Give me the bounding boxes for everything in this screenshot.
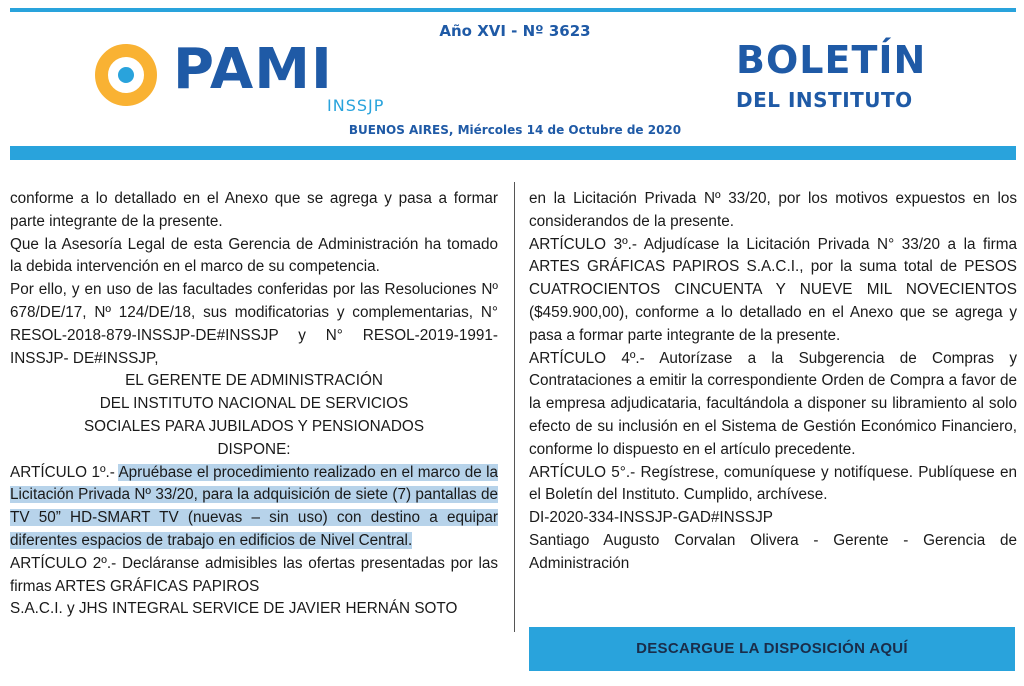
logo-sub: INSSJP bbox=[327, 96, 385, 115]
paragraph: Por ello, y en uso de las facultades conferidas por las Resoluciones Nº 678/DE/17, Nº 124/DE/18, sus modificatorias y complementarias, N° RESOL-2018-879-INSSJP-DE#INSSJP y N° RESOL-2019-1991-INSSJP- DE#INSSJP, bbox=[10, 281, 498, 367]
paragraph: Que la Asesoría Legal de esta Gerencia de Administración ha tomado la debida intervención en el marco de su competencia. bbox=[10, 235, 498, 276]
article-1 bbox=[10, 462, 498, 553]
boletin-subtitle: DEL INSTITUTO bbox=[736, 88, 913, 112]
article-text: Decláranse admisibles las ofertas presentadas por las firmas ARTES GRÁFICAS PAPIROS bbox=[10, 554, 499, 595]
paragraph: conforme a lo detallado en el Anexo que se agrega y pasa a formar parte integrante de la presente. bbox=[10, 190, 498, 230]
article-label: ARTÍCULO 2º.- bbox=[10, 554, 117, 572]
disposition-code: DI-2020-334-INSSJP-GAD#INSSJP bbox=[529, 509, 773, 527]
paragraph: S.A.C.I. y JHS INTEGRAL SERVICE DE JAVIER HERNÁN SOTO bbox=[10, 600, 458, 618]
left-column bbox=[10, 188, 498, 621]
article-4: ARTÍCULO 4º.- Autorízase a la Subgerencia de Compras y Contrataciones a emitir la correspondiente Orden de Compra a favor de la empresa adjudicataria, facultándola a disponer su libramiento al solo efecto de su inclusión en el Sistema de Gestión Económico Financiero, conforme lo dispuesto en el artículo precedente. bbox=[529, 349, 1017, 458]
heading-line: EL GERENTE DE ADMINISTRACIÓN bbox=[125, 372, 383, 390]
article-label: ARTÍCULO 1º.- bbox=[10, 463, 115, 481]
header-bar bbox=[10, 146, 1016, 160]
highlighted-text: Apruébase el procedimiento realizado en el marco de la Licitación Privada Nº 33/20, para la adquisición de siete (7) pantallas de TV 50” HD-SMART TV (nuevas – sin uso) con destino a equipar diferentes espacios de trabajo en edificios de Nivel Central. bbox=[10, 463, 499, 549]
heading-line: DISPONE: bbox=[217, 440, 291, 458]
right-column bbox=[529, 188, 1017, 576]
signature: Santiago Augusto Corvalan Olivera - Gerente - Gerencia de Administración bbox=[529, 531, 1017, 572]
download-disposition-button[interactable]: DESCARGUE LA DISPOSICIÓN AQUÍ bbox=[529, 627, 1015, 671]
dateline: BUENOS AIRES, Miércoles 14 de Octubre de 2020 bbox=[348, 123, 682, 137]
heading-line: DEL INSTITUTO NACIONAL DE SERVICIOS bbox=[99, 395, 409, 413]
top-rule bbox=[10, 8, 1016, 12]
boletin-title: BOLETÍN bbox=[736, 38, 927, 82]
article-3: ARTÍCULO 3º.- Adjudícase la Licitación Privada N° 33/20 a la firma ARTES GRÁFICAS PAPIROS S.A.C.I., por la suma total de PESOS CUATROCIENTOS CINCUENTA Y NUEVE MIL NOVECIENTOS ($459.900,00), conforme a lo detallado en el Anexo que se agrega y pasa a formar parte integrante de la presente. bbox=[529, 235, 1017, 344]
logo-word: PAMI bbox=[173, 37, 333, 102]
column-divider bbox=[514, 182, 515, 632]
article-2 bbox=[10, 553, 498, 599]
issue-number: Año XVI - Nº 3623 bbox=[439, 22, 591, 40]
pami-logo-icon bbox=[95, 44, 157, 106]
paragraph: en la Licitación Privada Nº 33/20, por los motivos expuestos en los considerandos de la presente. bbox=[529, 190, 1017, 230]
heading-line: SOCIALES PARA JUBILADOS Y PENSIONADOS bbox=[83, 417, 425, 435]
article-5: ARTÍCULO 5°.- Regístrese, comuníquese y notifíquese. Publíquese en el Boletín del Instituto. Cumplido, archívese. bbox=[529, 463, 1017, 504]
